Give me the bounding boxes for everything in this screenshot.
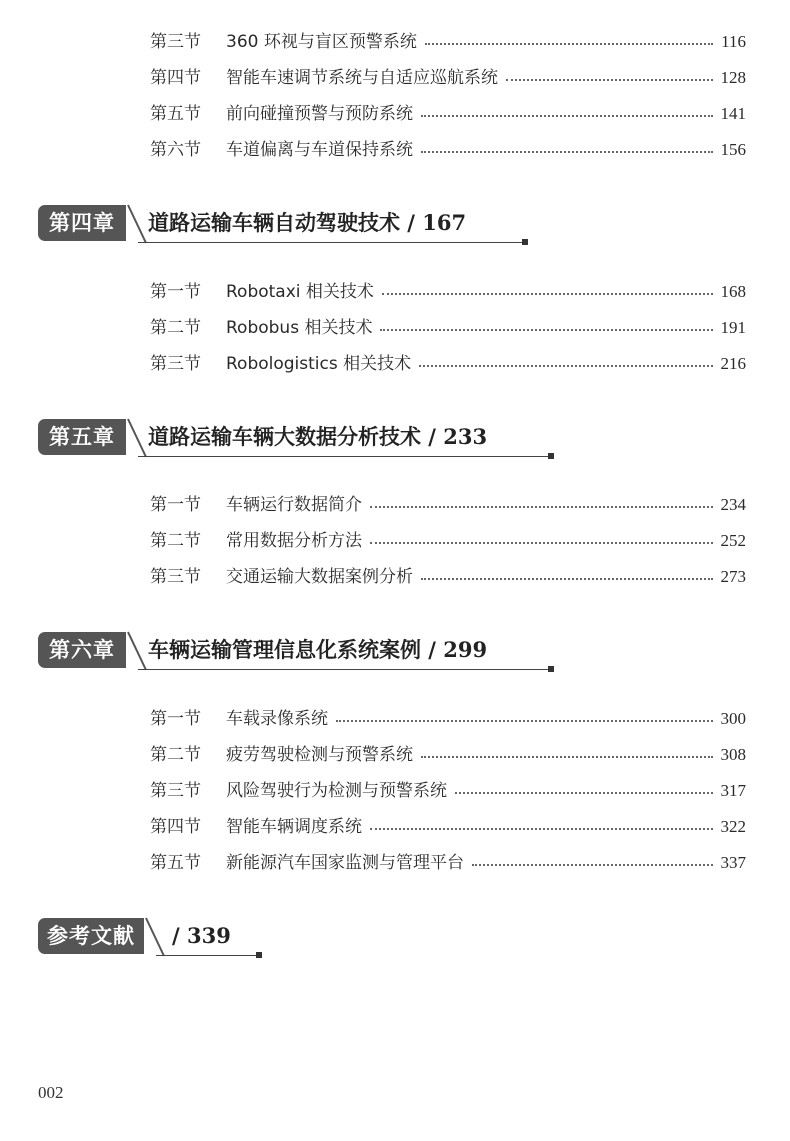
chapter-badge: 第五章 [38, 419, 126, 455]
toc-entry[interactable] [150, 742, 746, 768]
toc-entry[interactable] [150, 65, 746, 91]
dot-leader [370, 828, 713, 830]
section-label: 第三节 [150, 567, 201, 587]
toc-entry[interactable] [150, 351, 746, 377]
section-title: 车辆运行数据简介 [226, 495, 362, 515]
dot-leader [370, 506, 713, 508]
chapter-end-mark [256, 952, 262, 958]
section-label: 第四节 [150, 817, 201, 837]
page-ref: 252 [720, 531, 746, 550]
chapter-end-mark [522, 239, 528, 245]
section-title: 常用数据分析方法 [226, 531, 362, 551]
toc-entry[interactable] [150, 492, 746, 518]
dot-leader [506, 79, 713, 81]
page-ref: 273 [720, 567, 746, 586]
page-ref: 168 [720, 282, 746, 301]
section-label: 第二节 [150, 531, 201, 551]
section-label: 第三节 [150, 32, 201, 52]
page-ref: 116 [721, 32, 746, 51]
dot-leader [455, 792, 713, 794]
chapter-underline [138, 456, 548, 457]
dot-leader [472, 864, 713, 866]
section-label: 第五节 [150, 853, 201, 873]
toc-entry[interactable] [150, 137, 746, 163]
page-ref: 337 [720, 853, 746, 872]
section-title: 新能源汽车国家监测与管理平台 [226, 853, 464, 873]
references-badge: 参考文献 [38, 918, 144, 954]
section-label: 第一节 [150, 495, 201, 515]
chapter-title: 道路运输车辆自动驾驶技术 / 167 [148, 210, 467, 235]
references-title: / 339 [172, 923, 231, 948]
dot-leader [421, 115, 713, 117]
section-title: 车道偏离与车道保持系统 [226, 140, 413, 160]
chapter-badge: 第六章 [38, 632, 126, 668]
toc-entry[interactable] [150, 706, 746, 732]
section-label: 第二节 [150, 745, 201, 765]
dot-leader [419, 365, 712, 367]
section-title: 风险驾驶行为检测与预警系统 [226, 781, 447, 801]
toc-entry[interactable] [150, 315, 746, 341]
dot-leader [421, 578, 713, 580]
section-title: 交通运输大数据案例分析 [226, 567, 413, 587]
section-label: 第三节 [150, 354, 201, 374]
chapter-title: 车辆运输管理信息化系统案例 / 299 [148, 637, 488, 662]
section-title: Robologistics 相关技术 [226, 354, 412, 374]
section-label: 第二节 [150, 318, 201, 338]
dot-leader [421, 756, 713, 758]
chapter-end-mark [548, 453, 554, 459]
page-ref: 322 [720, 817, 746, 836]
chapter-underline [138, 242, 522, 243]
section-title: 疲劳驾驶检测与预警系统 [226, 745, 413, 765]
section-label: 第一节 [150, 709, 201, 729]
page-ref: 128 [720, 68, 746, 87]
section-title: Robotaxi 相关技术 [226, 282, 374, 302]
section-label: 第五节 [150, 104, 201, 124]
page-ref: 308 [720, 745, 746, 764]
section-title: 智能车辆调度系统 [226, 817, 362, 837]
dot-leader [336, 720, 713, 722]
toc-entry[interactable] [150, 814, 746, 840]
dot-leader [382, 293, 713, 295]
toc-entry[interactable] [150, 279, 746, 305]
toc-entry[interactable] [150, 778, 746, 804]
toc-entry[interactable] [150, 850, 746, 876]
dot-leader [380, 329, 712, 331]
section-title: 车载录像系统 [226, 709, 328, 729]
toc-entry[interactable] [150, 29, 746, 55]
toc-entry[interactable] [150, 101, 746, 127]
section-label: 第六节 [150, 140, 201, 160]
dot-leader [421, 151, 713, 153]
chapter-end-mark [548, 666, 554, 672]
slash-decoration [126, 203, 148, 247]
dot-leader [425, 43, 713, 45]
page-ref: 216 [720, 354, 746, 373]
slash-decoration [126, 630, 148, 674]
dot-leader [370, 542, 713, 544]
section-title: 智能车速调节系统与自适应巡航系统 [226, 68, 498, 88]
chapter-badge: 第四章 [38, 205, 126, 241]
slash-decoration [144, 916, 166, 960]
chapter-underline [138, 669, 548, 670]
page-ref: 234 [720, 495, 746, 514]
section-label: 第一节 [150, 282, 201, 302]
page-ref: 141 [720, 104, 746, 123]
section-title: 360 环视与盲区预警系统 [226, 32, 417, 52]
chapter-underline [156, 955, 256, 956]
page-ref: 156 [720, 140, 746, 159]
toc-entry[interactable] [150, 528, 746, 554]
section-title: Robobus 相关技术 [226, 318, 373, 338]
page-ref: 317 [720, 781, 746, 800]
page-number: 002 [38, 1083, 64, 1102]
section-label: 第四节 [150, 68, 201, 88]
page-ref: 191 [720, 318, 746, 337]
section-label: 第三节 [150, 781, 201, 801]
section-title: 前向碰撞预警与预防系统 [226, 104, 413, 124]
page-ref: 300 [720, 709, 746, 728]
chapter-title: 道路运输车辆大数据分析技术 / 233 [148, 424, 488, 449]
toc-entry[interactable] [150, 564, 746, 590]
slash-decoration [126, 417, 148, 461]
